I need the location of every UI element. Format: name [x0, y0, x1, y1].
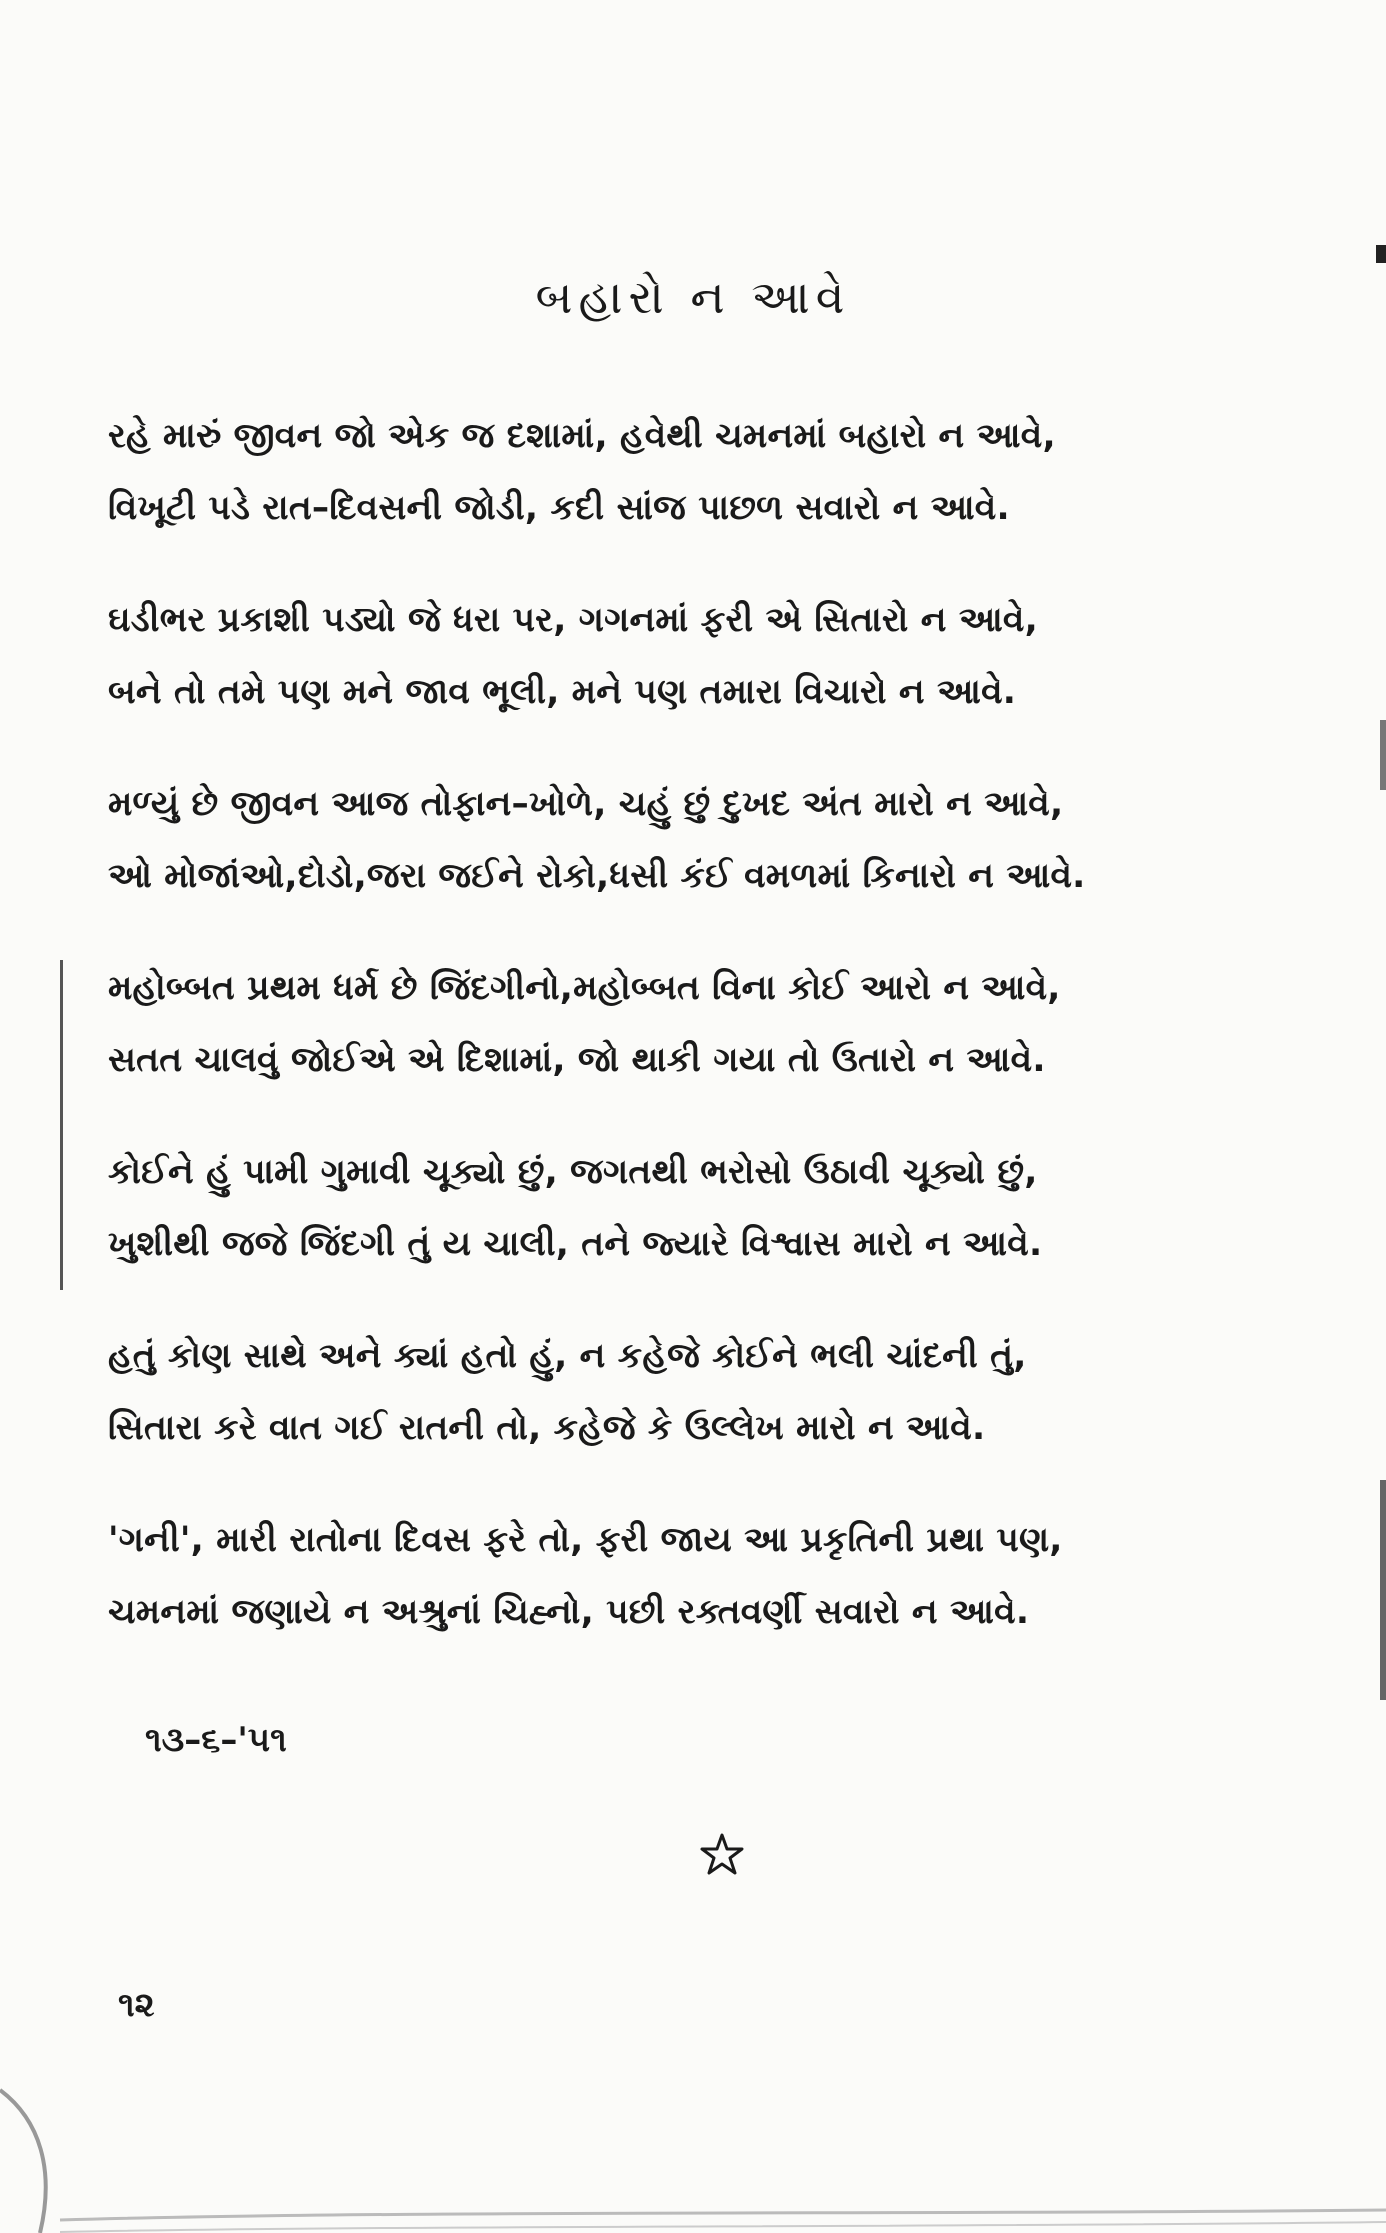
page-bottom-edge	[0, 2060, 1386, 2233]
stanza	[108, 952, 1333, 1096]
poem-line: ચમનમાં જણાયે ન અશ્રુનાં ચિહ્નો, પછી રક્તવર્ણી સવારો ન આવે.	[108, 1592, 1030, 1632]
margin-pencil-mark	[60, 960, 63, 1290]
page-number: ૧૨	[118, 1985, 155, 2025]
poem-line: ઓ મોજાંઓ,દોડો,જરા જઈને રોકો,ધસી કંઈ વમળમાં કિનારો ન આવે.	[108, 856, 1086, 896]
poem-line: મળ્યું છે જીવન આજ તોફાન–ખોળે, ચહું છું દુખદ અંત મારો ન આવે,	[108, 784, 1064, 824]
stanza	[108, 1320, 1333, 1464]
poem-line: સિતારા કરે વાત ગઈ રાતની તો, કહેજે કે ઉલ્લેખ મારો ન આવે.	[108, 1408, 986, 1448]
poem-line: સતત ચાલવું જોઈએ એ દિશામાં, જો થાકી ગયા તો ઉતારો ન આવે.	[108, 1040, 1046, 1080]
page-edge-mark	[1380, 720, 1386, 790]
poem-body	[108, 400, 1333, 1688]
poem-line: ઘડીભર પ્રકાશી પડ્યો જે ધરા પર, ગગનમાં ફરી એ સિતારો ન આવે,	[108, 600, 1038, 640]
star-outline-icon	[700, 1832, 744, 1876]
stanza	[108, 584, 1333, 728]
stanza	[108, 1504, 1333, 1648]
poem-title: બહારો ન આવે	[535, 270, 851, 324]
poem-line: હતું કોણ સાથે અને ક્યાં હતો હું, ન કહેજે કોઈને ભલી ચાંદની તું,	[108, 1336, 1027, 1376]
poem-line: બને તો તમે પણ મને જાવ ભૂલી, મને પણ તમારા વિચારો ન આવે.	[108, 672, 1017, 712]
poem-line: મહોબ્બત પ્રથમ ધર્મ છે જિંદગીનો,મહોબ્બત વિના કોઈ આરો ન આવે,	[108, 968, 1061, 1008]
poem-line: 'ગની', મારી રાતોના દિવસ ફરે તો, ફરી જાય આ પ્રકૃતિની પ્રથા પણ,	[108, 1520, 1063, 1560]
page-edge-mark	[1376, 245, 1386, 263]
poem-line: રહે મારું જીવન જો એક જ દશામાં, હવેથી ચમનમાં બહારો ન આવે,	[108, 416, 1056, 456]
poem-line: ખુશીથી જજે જિંદગી તું ય ચાલી, તને જ્યારે વિશ્વાસ મારો ન આવે.	[108, 1224, 1043, 1264]
poem-line: વિખૂટી પડે રાત–દિવસની જોડી, કદી સાંજ પાછળ સવારો ન આવે.	[108, 488, 1010, 528]
poem-date: ૧૩–૬–'૫૧	[145, 1720, 287, 1760]
stanza	[108, 400, 1333, 544]
stanza	[108, 768, 1333, 912]
page-edge-mark	[1380, 1480, 1386, 1700]
poem-line: કોઈને હું પામી ગુમાવી ચૂક્યો છું, જગતથી ભરોસો ઉઠાવી ચૂક્યો છું,	[108, 1152, 1038, 1192]
stanza	[108, 1136, 1333, 1280]
